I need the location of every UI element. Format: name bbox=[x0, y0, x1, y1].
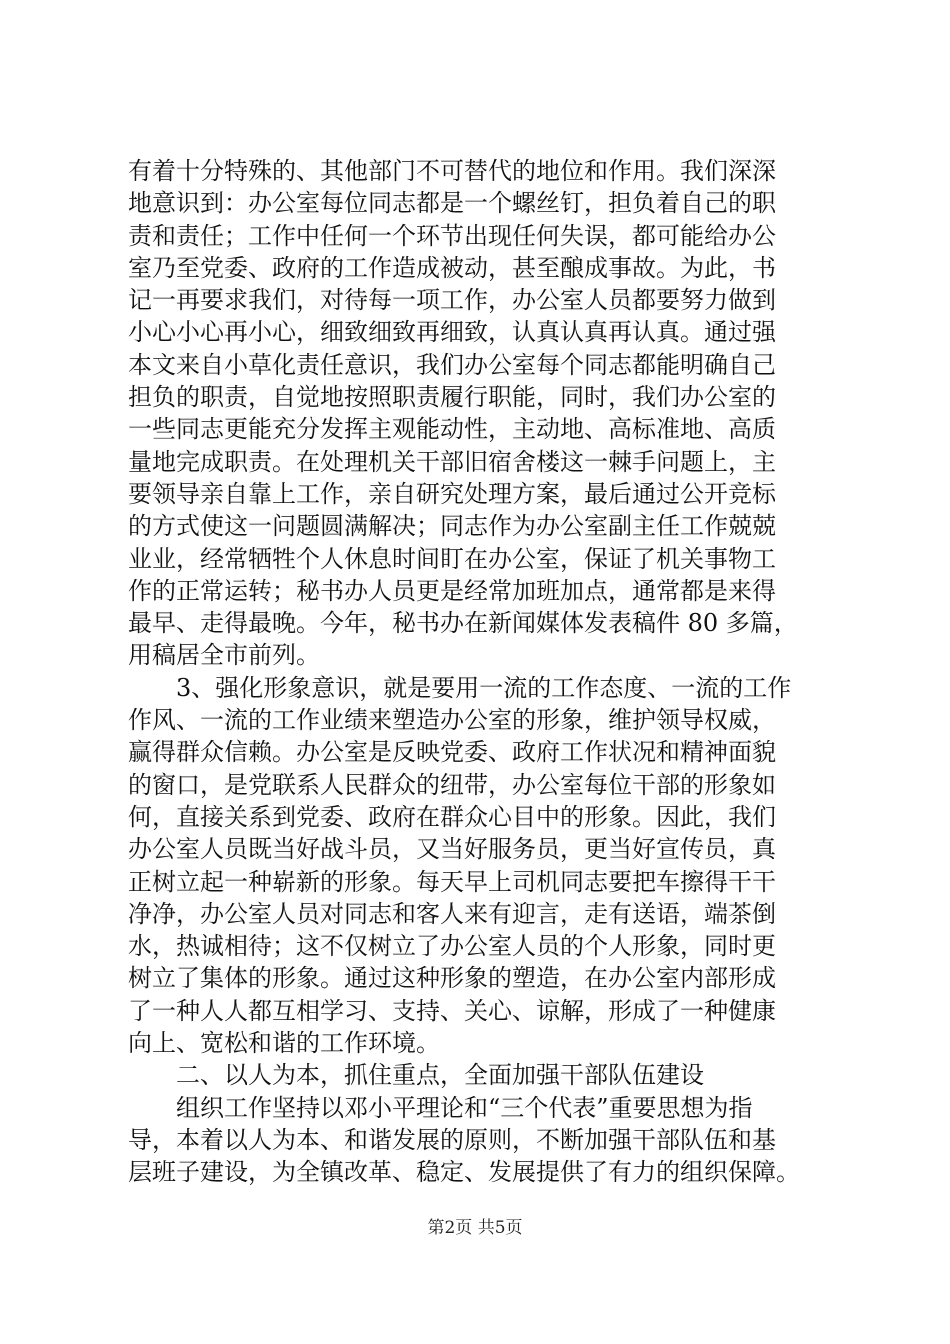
paragraph-start-line: 组织工作坚持以邓小平理论和“三个代表”重要思想为指 bbox=[176, 1093, 753, 1122]
text-line: 业业，经常牺牲个人休息时间盯在办公室，保证了机关事物工 bbox=[128, 544, 776, 573]
text-line: 有着十分特殊的、其他部门不可替代的地位和作用。我们深深 bbox=[128, 157, 776, 185]
text-line: 一些同志更能充分发挥主观能动性，主动地、高标准地、高质 bbox=[128, 415, 776, 444]
text-line: 层班子建设，为全镇改革、稳定、发展提供了有力的组织保障。 bbox=[128, 1158, 800, 1187]
text-line: 向上、宽松和谐的工作环境。 bbox=[128, 1029, 440, 1058]
text-line: 用稿居全市前列。 bbox=[128, 641, 320, 670]
text-line: 最早、走得最晚。今年，秘书办在新闻媒体发表稿件 80 多篇， bbox=[128, 609, 798, 638]
page-number: 第2页 共5页 bbox=[427, 1218, 523, 1238]
text-line: 要领导亲自靠上工作，亲自研究处理方案，最后通过公开竞标 bbox=[128, 479, 776, 508]
text-line: 赢得群众信赖。办公室是反映党委、政府工作状况和精神面貌 bbox=[128, 738, 776, 767]
text-line: 作风、一流的工作业绩来塑造办公室的形象，维护领导权威， bbox=[128, 706, 776, 735]
text-line: 作的正常运转；秘书办人员更是经常加班加点，通常都是来得 bbox=[128, 576, 776, 605]
paragraph-start-line: 3、强化形象意识，就是要用一流的工作态度、一流的工作 bbox=[176, 673, 792, 702]
text-line: 何，直接关系到党委、政府在群众心目中的形象。因此，我们 bbox=[128, 802, 776, 831]
text-line: 办公室人员既当好战斗员，又当好服务员，更当好宣传员，真 bbox=[128, 835, 776, 864]
text-line: 责和责任；工作中任何一个环节出现任何失误，都可能给办公 bbox=[128, 221, 776, 250]
text-line: 本文来自小草化责任意识，我们办公室每个同志都能明确自己 bbox=[128, 350, 776, 379]
text-line: 的窗口，是党联系人民群众的纽带，办公室每位干部的形象如 bbox=[128, 770, 776, 799]
text-line: 地意识到：办公室每位同志都是一个螺丝钉，担负着自己的职 bbox=[128, 189, 776, 218]
text-line: 量地完成职责。在处理机关干部旧宿舍楼这一棘手问题上，主 bbox=[128, 447, 776, 476]
section-heading: 二、以人为本，抓住重点，全面加强干部队伍建设 bbox=[176, 1061, 704, 1090]
text-line: 水，热诚相待；这不仅树立了办公室人员的个人形象，同时更 bbox=[128, 932, 776, 961]
text-line: 记一再要求我们，对待每一项工作，办公室人员都要努力做到 bbox=[128, 286, 776, 315]
text-line: 树立了集体的形象。通过这种形象的塑造，在办公室内部形成 bbox=[128, 964, 776, 993]
text-line: 了一种人人都互相学习、支持、关心、谅解，形成了一种健康 bbox=[128, 996, 776, 1025]
text-line: 室乃至党委、政府的工作造成被动，甚至酿成事故。为此，书 bbox=[128, 253, 776, 282]
text-line: 正树立起一种崭新的形象。每天早上司机同志要把车擦得干干 bbox=[128, 867, 776, 896]
text-line: 担负的职责，自觉地按照职责履行职能，同时，我们办公室的 bbox=[128, 383, 776, 412]
body-text bbox=[128, 155, 844, 1189]
text-line: 净净，办公室人员对同志和客人来有迎言，走有送语，端茶倒 bbox=[128, 899, 776, 928]
text-line: 导，本着以人为本、和谐发展的原则，不断加强干部队伍和基 bbox=[128, 1125, 776, 1154]
text-line: 小心小心再小心，细致细致再细致，认真认真再认真。通过强 bbox=[128, 318, 776, 347]
text-line: 的方式使这一问题圆满解决；同志作为办公室副主任工作兢兢 bbox=[128, 512, 776, 541]
